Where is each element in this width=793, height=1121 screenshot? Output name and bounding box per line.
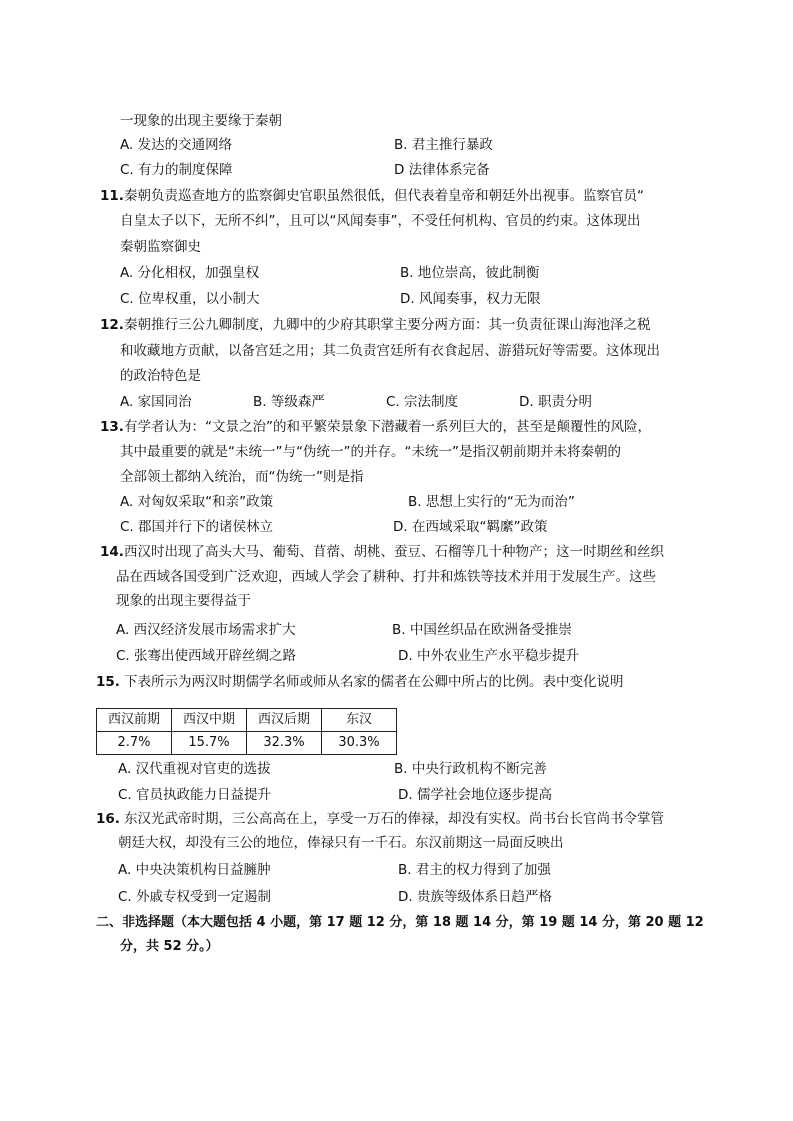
q12-option-a: A. 家国同治 — [120, 394, 192, 410]
table-cell: 32.3% — [247, 732, 322, 755]
q14-stem-line-2: 品在西域各国受到广泛欢迎，西域人学会了耕种、打井和炼铁等技术并用于发展生产。这些 — [116, 569, 656, 585]
q13-option-a: A. 对匈奴采取“和亲”政策 — [120, 494, 274, 510]
table-header-cell: 西汉后期 — [247, 709, 322, 732]
table-row — [97, 732, 397, 755]
q11-option-a: A. 分化相权，加强皇权 — [120, 265, 260, 281]
q11-option-b: B. 地位崇高，彼此制衡 — [400, 265, 540, 281]
q11-option-c: C. 位卑权重，以小制大 — [120, 291, 260, 307]
table-cell: 15.7% — [172, 732, 247, 755]
q10-option-c: C. 有力的制度保障 — [120, 162, 233, 178]
q11-stem-line-2: 自皇太子以下，无所不纠”，且可以“风闻奏事”，不受任何机构、官员的约束。这体现出 — [120, 213, 641, 229]
q15-option-d: D. 儒学社会地位逐步提高 — [398, 787, 552, 803]
q14-option-d: D. 中外农业生产水平稳步提升 — [398, 648, 579, 664]
q13-stem-line-1: 有学者认为：“文景之治”的和平繁荣景象下潜藏着一系列巨大的，甚至是颠覆性的风险， — [124, 419, 651, 435]
q14-stem-line-3: 现象的出现主要得益于 — [116, 593, 251, 609]
q10-option-b: B. 君主推行暴政 — [394, 137, 493, 153]
table-header-cell: 西汉中期 — [172, 709, 247, 732]
q13-stem-line-2: 其中最重要的就是“未统一”与“伪统一”的并存。“未统一”是指汉朝前期并未将秦朝的 — [120, 444, 621, 460]
q10-option-d: D 法律体系完备 — [394, 162, 490, 178]
q15-number: 15. — [96, 674, 120, 690]
q13-option-b: B. 思想上实行的“无为而治” — [408, 494, 575, 510]
q14-option-c: C. 张骞出使西域开辟丝绸之路 — [116, 648, 297, 664]
q11-stem-line-1: 秦朝负责巡查地方的监察御史官职虽然很低，但代表着皇帝和朝廷外出视事。监察官员“ — [124, 188, 644, 204]
q16-option-b: B. 君主的权力得到了加强 — [398, 862, 551, 878]
q12-option-c: C. 宗法制度 — [386, 394, 459, 410]
table-header-row — [97, 709, 397, 732]
q10-option-a: A. 发达的交通网络 — [120, 137, 233, 153]
q13-stem-line-3: 全部领土都纳入统治，而“伪统一”则是指 — [120, 469, 364, 485]
q14-option-b: B. 中国丝织品在欧洲备受推崇 — [392, 622, 572, 638]
q16-stem-line-1: 东汉光武帝时期，三公高高在上，享受一万石的俸禄，却没有实权。尚书台长官尚书令掌管 — [124, 811, 664, 827]
q12-stem-line-2: 和收藏地方贡献，以备宫廷之用；其二负责宫廷所有衣食起居、游猎玩好等需要。这体现出 — [120, 343, 660, 359]
q16-stem-line-2: 朝廷大权，却没有三公的地位，俸禄只有一千石。东汉前期这一局面反映出 — [118, 835, 564, 851]
q14-number: 14. — [100, 544, 124, 560]
q12-stem-line-3: 的政治特色是 — [120, 368, 201, 384]
table-cell: 30.3% — [322, 732, 397, 755]
q12-stem-line-1: 秦朝推行三公九卿制度，九卿中的少府其职掌主要分两方面：其一负责征课山海池泽之税 — [124, 317, 651, 333]
q16-option-a: A. 中央决策机构日益臃肿 — [118, 862, 271, 878]
section-2-heading-line-2: 分，共 52 分。） — [120, 939, 219, 954]
ratio-table — [96, 708, 397, 755]
q16-option-d: D. 贵族等级体系日趋严格 — [398, 889, 552, 905]
q14-option-a: A. 西汉经济发展市场需求扩大 — [116, 622, 296, 638]
q11-number: 11. — [100, 188, 124, 204]
q16-option-c: C. 外戚专权受到一定遏制 — [118, 889, 272, 905]
table-header-cell: 西汉前期 — [97, 709, 172, 732]
q14-stem-line-1: 西汉时出现了高头大马、葡萄、苜蓿、胡桃、蚕豆、石榴等几十种物产；这一时期丝和丝织 — [124, 544, 664, 560]
q11-stem-line-3: 秦朝监察御史 — [120, 239, 201, 255]
q13-number: 13. — [100, 419, 124, 435]
q15-option-b: B. 中央行政机构不断完善 — [394, 761, 547, 777]
q13-option-c: C. 郡国并行下的诸侯林立 — [120, 519, 274, 535]
q16-number: 16. — [96, 811, 120, 827]
section-2-heading-line-1: 二、非选择题（本大题包括 4 小题，第 17 题 12 分，第 18 题 14 分，第 19 题 14 分，第 20 题 12 — [96, 915, 704, 930]
q10-stem-tail: 一现象的出现主要缘于秦朝 — [120, 113, 282, 129]
table-header-cell: 东汉 — [322, 709, 397, 732]
q11-option-d: D. 风闻奏事，权力无限 — [400, 291, 541, 307]
q15-option-c: C. 官员执政能力日益提升 — [118, 787, 272, 803]
q12-number: 12. — [100, 317, 124, 333]
q12-option-b: B. 等级森严 — [253, 394, 325, 410]
q12-option-d: D. 职责分明 — [519, 394, 592, 410]
table-cell: 2.7% — [97, 732, 172, 755]
q15-option-a: A. 汉代重视对官吏的选拔 — [118, 761, 271, 777]
q15-stem-line-1: 下表所示为两汉时期儒学名师或师从名家的儒者在公卿中所占的比例。表中变化说明 — [124, 674, 624, 690]
q13-option-d: D. 在西域采取“羁縻”政策 — [393, 519, 548, 535]
